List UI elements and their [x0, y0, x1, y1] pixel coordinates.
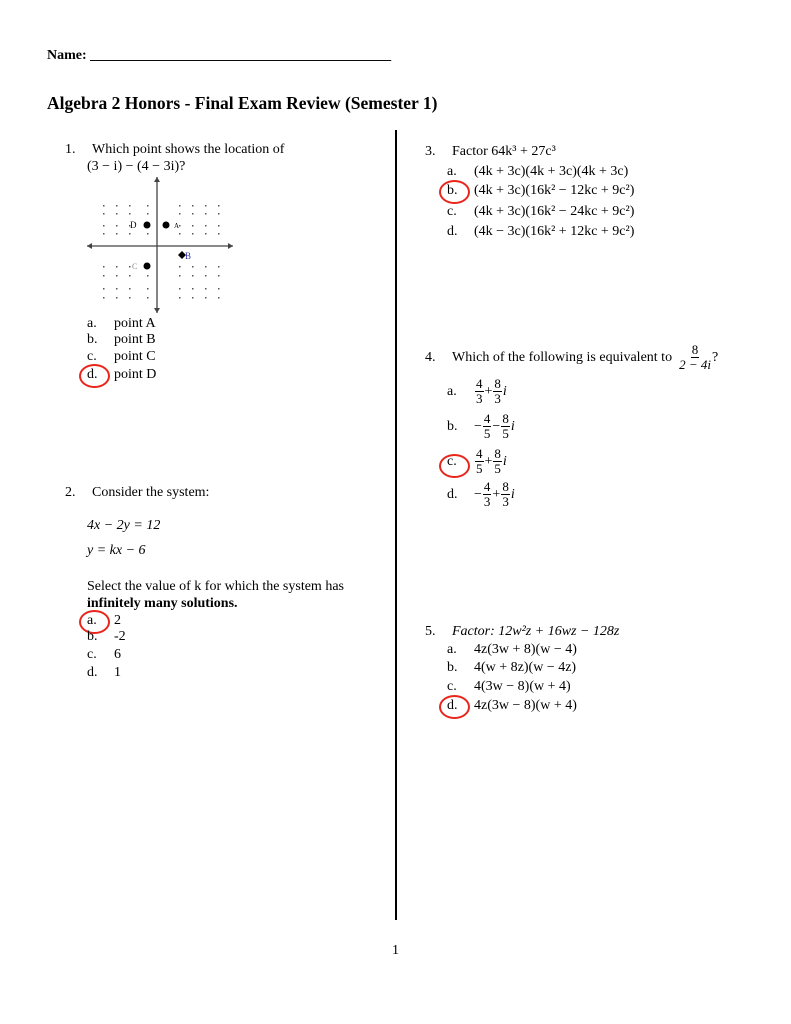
- operator: +: [484, 383, 493, 399]
- choice-letter: d.: [87, 665, 98, 680]
- grid-dot: [179, 205, 181, 207]
- grid-dot: [147, 213, 149, 215]
- numerator: 8: [494, 446, 501, 461]
- answer-choice-d[interactable]: [447, 480, 515, 509]
- question-number: 5.: [425, 624, 436, 639]
- page-title: Algebra 2 Honors - Final Exam Review (Semester 1): [47, 93, 438, 113]
- denominator: 5: [494, 461, 501, 476]
- choice-letter: d.: [87, 367, 98, 382]
- grid-dot: [205, 213, 207, 215]
- grid-dot: [103, 275, 105, 277]
- denominator: 2 − 4i: [679, 357, 711, 372]
- answer-choice-c[interactable]: [447, 679, 571, 695]
- question-number: 1.: [65, 142, 76, 157]
- choice-text: point A: [114, 316, 156, 331]
- grid-dot: [205, 275, 207, 277]
- denominator: 3: [476, 391, 483, 406]
- choice-text: (4k + 3c)(4k + 3c)(4k + 3c): [474, 164, 629, 179]
- question-1: [65, 142, 284, 158]
- choice-letter: d.: [447, 224, 458, 239]
- denominator: 5: [502, 426, 509, 441]
- equation-1: 4x − 2y = 12: [87, 518, 161, 533]
- name-field: [47, 48, 391, 64]
- grid-dot: [147, 233, 149, 235]
- grid-dot: [147, 288, 149, 290]
- svg-text:C: C: [132, 262, 138, 271]
- grid-dot: [192, 225, 194, 227]
- answer-choice-c[interactable]: [87, 647, 121, 663]
- grid-dot: [129, 205, 131, 207]
- name-blank: ___________________________________________: [90, 48, 392, 63]
- fraction: [501, 480, 510, 509]
- grid-dot: [218, 233, 220, 235]
- choice-text: (4k + 3c)(16k² − 24kc + 9c²): [474, 204, 635, 219]
- grid-dot: [129, 213, 131, 215]
- point-D: [130, 220, 151, 230]
- operator: +: [484, 453, 493, 469]
- choice-text: (4k − 3c)(16k² + 12kc + 9c²): [474, 224, 635, 239]
- grid-dot: [218, 225, 220, 227]
- grid-dot: [129, 297, 131, 299]
- question-number: 2.: [65, 485, 76, 500]
- grid-dot: [179, 297, 181, 299]
- question-text: Which of the following is equivalent to: [452, 349, 673, 365]
- grid-dot: [218, 266, 220, 268]
- question-5: [425, 624, 619, 640]
- choice-text: 4z(3w + 8)(w − 4): [474, 642, 577, 657]
- choice-text: point C: [114, 349, 156, 364]
- grid-dot: [116, 205, 118, 207]
- name-label: Name:: [47, 48, 87, 63]
- fraction: [475, 377, 484, 406]
- point-C: [132, 262, 151, 271]
- grid-dot: [205, 205, 207, 207]
- choice-letter: c.: [447, 204, 457, 219]
- choice-letter: a.: [447, 383, 457, 399]
- grid-dot: [116, 297, 118, 299]
- choice-text: -2: [114, 629, 126, 644]
- choice-letter: d.: [447, 486, 458, 502]
- fraction: [679, 343, 711, 372]
- grid-dot: [116, 288, 118, 290]
- column-divider: [395, 130, 397, 920]
- grid-dot: [103, 297, 105, 299]
- imaginary-unit: i: [510, 418, 515, 434]
- grid-dot: [147, 297, 149, 299]
- fraction: [493, 377, 502, 406]
- grid-dot: [103, 266, 105, 268]
- choice-letter: b.: [87, 332, 98, 347]
- grid-dot: [129, 233, 131, 235]
- answer-choice-c[interactable]: [87, 349, 156, 365]
- grid-dot: [116, 275, 118, 277]
- imaginary-unit: i: [510, 486, 515, 502]
- choice-letter: c.: [87, 647, 97, 662]
- fraction: [493, 447, 502, 476]
- grid-dot: [147, 275, 149, 277]
- question-2-prompt: Select the value of k for which the system has: [87, 579, 344, 594]
- grid-dot: [192, 205, 194, 207]
- grid-dot: [103, 205, 105, 207]
- fraction: [501, 412, 510, 441]
- sign: −: [474, 418, 482, 434]
- numerator: 4: [483, 479, 491, 494]
- choice-text: 6: [114, 647, 121, 662]
- grid-dot: [205, 297, 207, 299]
- choice-letter: d.: [447, 698, 458, 713]
- answer-choice-a[interactable]: [447, 642, 577, 658]
- numerator: 8: [691, 342, 699, 357]
- grid-dot: [116, 233, 118, 235]
- grid-dot: [205, 233, 207, 235]
- numerator: 8: [494, 376, 501, 391]
- question-text: Factor: 12w²z + 16wz − 128z: [452, 624, 620, 639]
- answer-choice-b[interactable]: [87, 332, 156, 348]
- svg-text:A: A: [174, 222, 180, 230]
- equation-2: y = kx − 6: [87, 543, 146, 558]
- choice-text: point D: [114, 367, 157, 382]
- denominator: 3: [502, 494, 509, 509]
- choice-letter: c.: [87, 349, 97, 364]
- question-2-prompt-bold: infinitely many solutions.: [87, 596, 238, 611]
- choice-letter: a.: [87, 613, 97, 628]
- grid-dot: [179, 225, 181, 227]
- fraction: [483, 480, 492, 509]
- grid-dot: [179, 213, 181, 215]
- choice-text: point B: [114, 332, 156, 347]
- choice-letter: a.: [87, 316, 97, 331]
- choice-text: (4k + 3c)(16k² − 12kc + 9c²): [474, 183, 635, 198]
- grid-dot: [192, 213, 194, 215]
- grid-dot: [192, 275, 194, 277]
- choice-text: 1: [114, 665, 121, 680]
- choice-letter: b.: [447, 660, 458, 675]
- answer-choice-a[interactable]: [447, 164, 628, 180]
- grid-dot: [116, 266, 118, 268]
- answer-choice-a[interactable]: [447, 377, 507, 406]
- choice-letter: b.: [447, 418, 458, 434]
- question-text: Which point shows the location of: [92, 142, 285, 157]
- question-number: 3.: [425, 144, 436, 159]
- grid-dot: [218, 275, 220, 277]
- question-text: Consider the system:: [92, 485, 210, 500]
- choice-letter: b.: [447, 183, 458, 198]
- grid-dot: [192, 288, 194, 290]
- answer-circle-mark: [439, 454, 470, 478]
- grid-dot: [218, 213, 220, 215]
- point-A: [163, 222, 180, 231]
- answer-choice-b[interactable]: [87, 629, 126, 645]
- fraction: [475, 447, 484, 476]
- imaginary-unit: i: [502, 453, 507, 469]
- complex-plane-graph: [85, 175, 240, 320]
- choice-text: 4z(3w − 8)(w + 4): [474, 698, 577, 713]
- fraction: [483, 412, 492, 441]
- operator: +: [492, 486, 501, 502]
- question-2: [65, 485, 209, 501]
- answer-circle-mark: [439, 180, 470, 204]
- answer-choice-d[interactable]: [447, 224, 634, 240]
- answer-choice-b[interactable]: [447, 183, 634, 199]
- choice-letter: a.: [447, 642, 457, 657]
- question-1-expression: (3 − i) − (4 − 3i)?: [87, 159, 186, 174]
- denominator: 3: [483, 494, 491, 509]
- grid-dot: [179, 233, 181, 235]
- grid-dot: [218, 297, 220, 299]
- grid-dot: [205, 225, 207, 227]
- grid-dot: [103, 233, 105, 235]
- choice-text: 4(w + 8z)(w − 4z): [474, 660, 577, 675]
- svg-text:D: D: [130, 220, 137, 230]
- grid-dot: [192, 297, 194, 299]
- sign: −: [474, 486, 482, 502]
- operator: −: [492, 418, 501, 434]
- question-text: Factor 64k³ + 27c³: [452, 144, 556, 159]
- choice-letter: a.: [447, 164, 457, 179]
- question-mark: ?: [711, 349, 719, 365]
- grid-dot: [205, 266, 207, 268]
- numerator: 8: [502, 479, 509, 494]
- answer-circle-mark: [79, 364, 110, 388]
- grid-dot: [129, 275, 131, 277]
- choice-text: 2: [114, 613, 121, 628]
- grid-dot: [103, 213, 105, 215]
- grid-dot: [129, 266, 131, 268]
- numerator: 4: [476, 446, 483, 461]
- grid-dot: [103, 225, 105, 227]
- choice-text: 4(3w − 8)(w + 4): [474, 679, 571, 694]
- numerator: 4: [483, 411, 491, 426]
- grid-dot: [129, 288, 131, 290]
- choice-letter: b.: [87, 629, 98, 644]
- point-B: [178, 251, 191, 261]
- grid-dot: [205, 288, 207, 290]
- grid-dot: [192, 233, 194, 235]
- question-4: [425, 343, 718, 372]
- grid-dot: [218, 288, 220, 290]
- answer-choice-d[interactable]: [87, 665, 121, 681]
- grid-dot: [179, 266, 181, 268]
- denominator: 5: [483, 426, 491, 441]
- choice-letter: c.: [447, 679, 457, 694]
- grid-dot: [179, 288, 181, 290]
- grid-dot: [116, 225, 118, 227]
- answer-circle-mark: [439, 695, 470, 719]
- question-number: 4.: [425, 349, 436, 365]
- answer-choice-b[interactable]: [447, 660, 576, 676]
- grid-dot: [218, 205, 220, 207]
- denominator: 3: [494, 391, 501, 406]
- page-number: 1: [392, 943, 399, 958]
- grid-dot: [116, 213, 118, 215]
- answer-choice-b[interactable]: [447, 412, 515, 441]
- answer-choice-a[interactable]: [87, 316, 156, 332]
- answer-choice-c[interactable]: [447, 204, 634, 220]
- choice-letter: c.: [447, 453, 457, 469]
- grid-dot: [103, 288, 105, 290]
- numerator: 4: [476, 376, 483, 391]
- question-3: [425, 144, 556, 160]
- grid-dot: [179, 275, 181, 277]
- denominator: 5: [476, 461, 483, 476]
- svg-text:B: B: [185, 251, 192, 261]
- grid-dot: [192, 266, 194, 268]
- numerator: 8: [502, 411, 509, 426]
- grid-dot: [147, 205, 149, 207]
- imaginary-unit: i: [502, 383, 507, 399]
